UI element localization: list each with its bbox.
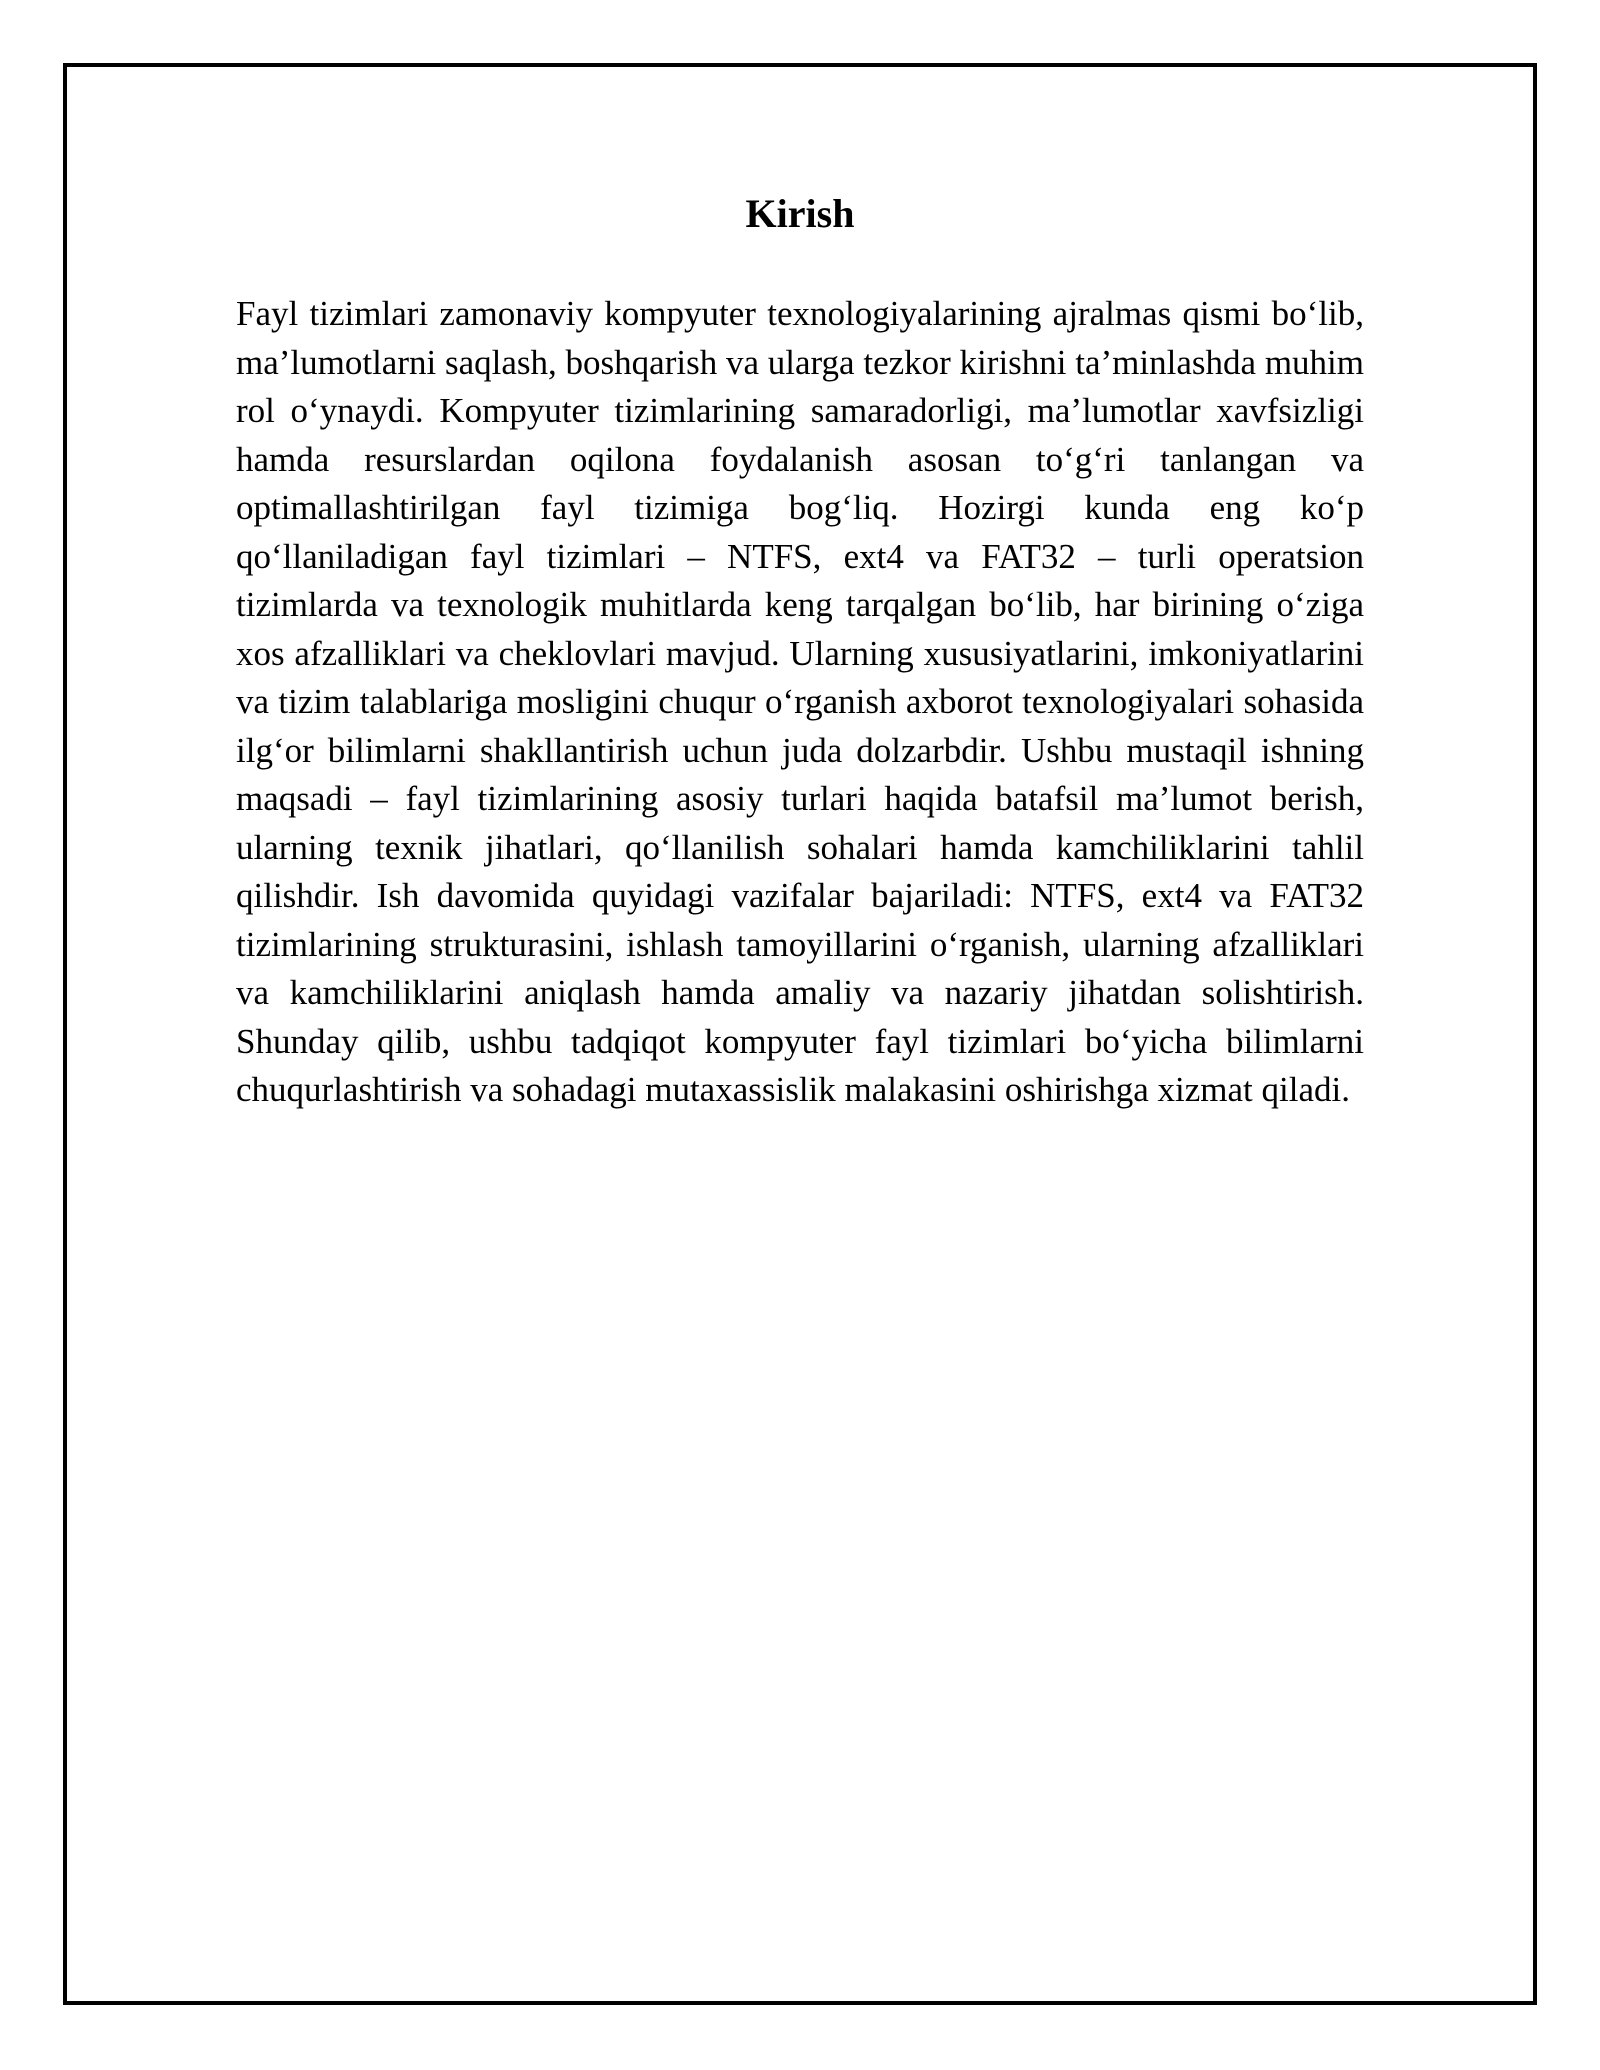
body-paragraph: Fayl tizimlari zamonaviy kompyuter texnologiyalarining ajralmas qismi bo‘lib, ma’lumotlarni saqlash, boshqarish va ularga tezkor kirishni ta’minlashda muhim rol o‘ynaydi. Kompyuter tizimlarining samaradorligi, ma’lumotlar xavfsizligi hamda resurslardan oqilona foydalanish asosan to‘g‘ri tanlangan va optimallashtirilgan fayl tizimiga bog‘liq. Hozirgi kunda eng ko‘p qo‘llaniladigan fayl tizimlari – NTFS, ext4 va FAT32 – turli operatsion tizimlarda va texnologik muhitlarda keng tarqalgan bo‘lib, har birining o‘ziga xos afzalliklari va cheklovlari mavjud. Ularning xususiyatlarini, imkoniyatlarini va tizim talablariga mosligini chuqur o‘rganish axborot texnologiyalari sohasida ilg‘or bilimlarni shakllantirish uchun juda dolzarbdir. Ushbu mustaqil ishning maqsadi – fayl tizimlarining asosiy turlari haqida batafsil ma’lumot berish, ularning texnik jihatlari, qo‘llanilish sohalari hamda kamchiliklarini tahlil qilishdir. Ish davomida quyidagi vazifalar bajariladi: NTFS, ext4 va FAT32 tizimlarining strukturasini, ishlash tamoyillarini o‘rganish, ularning afzalliklari va kamchiliklarini aniqlash hamda amaliy va nazariy jihatdan solishtirish. Shunday qilib, ushbu tadqiqot kompyuter fayl tizimlari bo‘yicha bilimlarni chuqurlashtirish va sohadagi mutaxassislik malakasini oshirishga xizmat qiladi.: [236, 294, 1364, 1109]
page-title: Kirish: [745, 191, 855, 236]
